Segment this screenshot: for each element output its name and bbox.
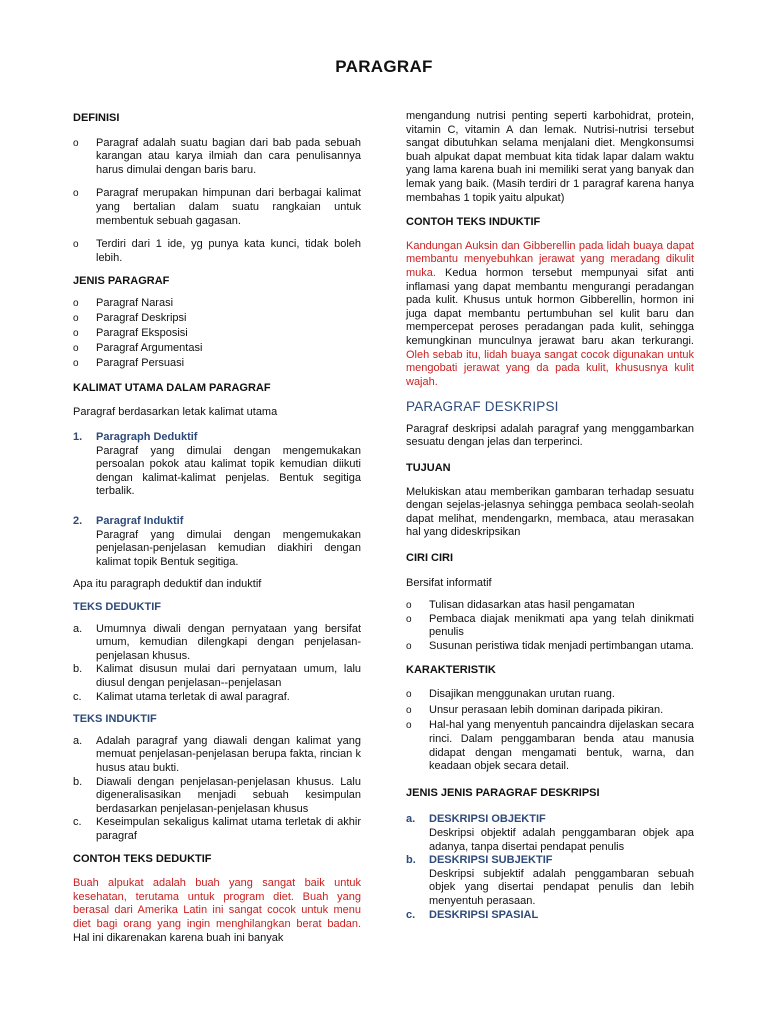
- jenis-paragraf-heading: JENIS PARAGRAF: [73, 275, 170, 288]
- contoh-induktif-text: [406, 240, 694, 390]
- left-column: [73, 108, 361, 945]
- deskripsi-subjektif-text: Deskripsi subjektif adalah penggambaran sebuah objek yang disertai pendapat penulis dan lebih menyentuh perasaan.: [429, 867, 694, 907]
- contoh-deduktif-heading: CONTOH TEKS DEDUKTIF: [73, 852, 212, 865]
- list-item: b. Kalimat disusun mulai dari pernyataan umum, lalu diusul dengan penjelasan--penjelasan: [73, 663, 361, 689]
- jenis-deskripsi-heading: JENIS JENIS PARAGRAF DESKRIPSI: [406, 786, 600, 799]
- kalimat-utama-intro: Paragraf berdasarkan letak kalimat utama: [73, 405, 278, 418]
- list-item: a. Adalah paragraf yang diawali dengan kalimat yang memuat penjelasan-penjelasan berupa fakta, rincian k husus atau bukti.: [73, 734, 361, 774]
- list-item: a. Umumnya diwali dengan pernyataan yang bersifat umum, kemudian dilengkapi dengan penjelasan-penjelasan khusus.: [73, 622, 361, 662]
- right-column: [406, 110, 694, 922]
- contoh-induktif-heading: CONTOH TEKS INDUKTIF: [406, 216, 541, 229]
- list-item: o Paragraf Eksposisi: [73, 327, 361, 341]
- deduktif-text: Paragraf yang dimulai dengan mengemukakan persoalan pokok atau kalimat topik kemudian diikuti dengan kalimat-kalimat penjelas. Bentuk segitiga terbalik.: [96, 444, 361, 498]
- red-text: Kandungan Auksin dan Gibberellin pada lidah buaya dapat membantu menyebuhkan jerawat yang meradang dikulit muka.: [406, 239, 694, 279]
- paragraf-deskripsi-text: Paragraf deskripsi adalah paragraf yang menggambarkan sesuatu dengan jelas dan terperinci.: [406, 422, 694, 449]
- red-text: Buah alpukat adalah buah yang sangat baik untuk kesehatan, terutama untuk program diet. Buah yang berasal dari Amerika Latin ini sangat cocok untuk menu diet bagi orang yang ingin menghilangkan berat badan.: [73, 877, 361, 930]
- teks-deduktif-heading: TEKS DEDUKTIF: [73, 601, 161, 614]
- deduktif-item: [73, 431, 361, 499]
- deskripsi-subjektif-title: DESKRIPSI SUBJEKTIF: [429, 854, 553, 867]
- definisi-list: [73, 137, 361, 266]
- continuation-text: mengandung nutrisi penting seperti karbohidrat, protein, vitamin C, vitamin A dan lemak. Nutrisi-nutrisi tersebut sangat dibutuhkan selama menjalani diet. Mengkonsumsi buah alpukat dapat membuat kita tidak lapar dalam waktu yang lama karena buah ini memiliki serat yang banyak dan lemak yang baik. (Masih terdiri dr 1 paragraf karena hanya membahas 1 topik yaitu alpukat): [406, 110, 694, 204]
- list-item: o Disajikan menggunakan urutan ruang.: [406, 688, 694, 702]
- contoh-deduktif-text: [73, 877, 361, 945]
- ciri-list: [406, 599, 694, 653]
- deskripsi-spasial-item: c. DESKRIPSI SPASIAL: [406, 909, 694, 923]
- jenis-paragraf-list: [73, 297, 361, 371]
- deskripsi-subjektif-item: b. DESKRIPSI SUBJEKTIF Deskripsi subjektif adalah penggambaran sebuah objek yang disertai pendapat penulis dan lebih menyentuh perasaan.: [406, 854, 694, 907]
- ciri-intro: Bersifat informatif: [406, 576, 492, 589]
- teks-induktif-list: [73, 735, 361, 844]
- induktif-item: [73, 515, 361, 569]
- induktif-title: Paragraf Induktif: [96, 515, 184, 528]
- list-item: o Terdiri dari 1 ide, yg punya kata kunci, tidak boleh lebih.: [73, 238, 361, 265]
- kalimat-utama-heading: KALIMAT UTAMA DALAM PARAGRAF: [73, 381, 271, 394]
- red-text: Oleh sebab itu, lidah buaya sangat cocok digunakan untuk mengobati jerawat yang da pada kulit, khususnya kulit wajah.: [406, 348, 694, 388]
- list-item: o Paragraf Deskripsi: [73, 312, 361, 326]
- list-item: o Unsur perasaan lebih dominan daripada pikiran.: [406, 704, 694, 718]
- list-item: o Pembaca diajak menikmati apa yang telah dinikmati penulis: [406, 613, 694, 640]
- list-item: o Tulisan didasarkan atas hasil pengamatan: [406, 599, 694, 613]
- question-text: Apa itu paragraph deduktif dan induktif: [73, 578, 262, 591]
- black-text: Kedua hormon tersebut mempunyai sifat anti inflamasi yang dapat membantu mengurangi peradangan pada kulit. Khusus untuk hormon Gibberellin, hormon ini juga dapat membantu pertumbuhan sel kulit baru dan mempercepat peroses peradangan pada kulit, sehingga kemungkinan munculnya jerawat baru akan terkurangi.: [406, 266, 694, 347]
- page-title: PARAGRAF: [335, 57, 433, 76]
- list-item: b. Diawali dengan penjelasan-penjelasan khusus. Lalu digeneralisasikan menjadi sebuah kesimpulan berdasarkan penjelasan-penjelasan khusus: [73, 775, 361, 815]
- item-number: 1.: [73, 431, 83, 444]
- karakteristik-heading: KARAKTERISTIK: [406, 663, 496, 676]
- deskripsi-spasial-title: DESKRIPSI SPASIAL: [429, 908, 539, 921]
- induktif-text: Paragraf yang dimulai dengan mengemukakan penjelasan-penjelasan kemudian diakhiri dengan kalimat topik Bentuk segitiga.: [96, 528, 361, 568]
- list-item: c. Kalimat utama terletak di awal paragraf.: [73, 690, 290, 703]
- ciri-heading: CIRI CIRI: [406, 552, 454, 565]
- list-item: o Paragraf Narasi: [73, 297, 361, 311]
- deskripsi-objektif-text: Deskripsi objektif adalah penggambaran objek apa adanya, tanpa disertai pendapat penulis: [429, 826, 694, 853]
- black-text: Hal ini dikarenakan karena buah ini banyak: [73, 931, 284, 944]
- list-item: o Paragraf merupakan himpunan dari berbagai kalimat yang bertalian dalam suatu rangkaian untuk membentuk sebuah gagasan.: [73, 187, 361, 228]
- list-item: o Susunan peristiwa tidak menjadi pertimbangan utama.: [406, 640, 694, 654]
- teks-deduktif-list: [73, 623, 361, 705]
- list-item: o Hal-hal yang menyentuh pancaindra dijelaskan secara rinci. Dalam penggambaran benda atau manusia didapat dengan mengamati bentuk, warna, dan keadaan objek secara detail.: [406, 719, 694, 773]
- paragraf-deskripsi-heading: PARAGRAF DESKRIPSI: [406, 399, 559, 415]
- definisi-heading: DEFINISI: [73, 112, 120, 124]
- list-item: o Paragraf adalah suatu bagian dari bab pada sebuah karangan atau karya ilmiah dan cara penulisannya harus dimulai dengan baris baru.: [73, 137, 361, 178]
- list-item: o Paragraf Argumentasi: [73, 342, 361, 356]
- karakteristik-list: [406, 688, 694, 774]
- list-item: c. Keseimpulan sekaligus kalimat utama terletak di akhir paragraf: [73, 816, 361, 842]
- deskripsi-objektif-item: a. DESKRIPSI OBJEKTIF Deskripsi objektif adalah penggambaran objek apa adanya, tanpa disertai pendapat penulis: [406, 813, 694, 853]
- item-number: 2.: [73, 515, 83, 528]
- tujuan-text: Melukiskan atau memberikan gambaran terhadap sesuatu dengan sejelas-jelasnya sehingga pembaca seolah-seolah dapat melihat, mendengarkn, membaca, atau merasakan hal yang dideskripsikan: [406, 485, 694, 539]
- teks-induktif-heading: TEKS INDUKTIF: [73, 713, 157, 726]
- deduktif-title: Paragraph Deduktif: [96, 431, 198, 444]
- tujuan-heading: TUJUAN: [406, 462, 451, 475]
- deskripsi-objektif-title: DESKRIPSI OBJEKTIF: [429, 813, 546, 826]
- list-item: o Paragraf Persuasi: [73, 357, 361, 371]
